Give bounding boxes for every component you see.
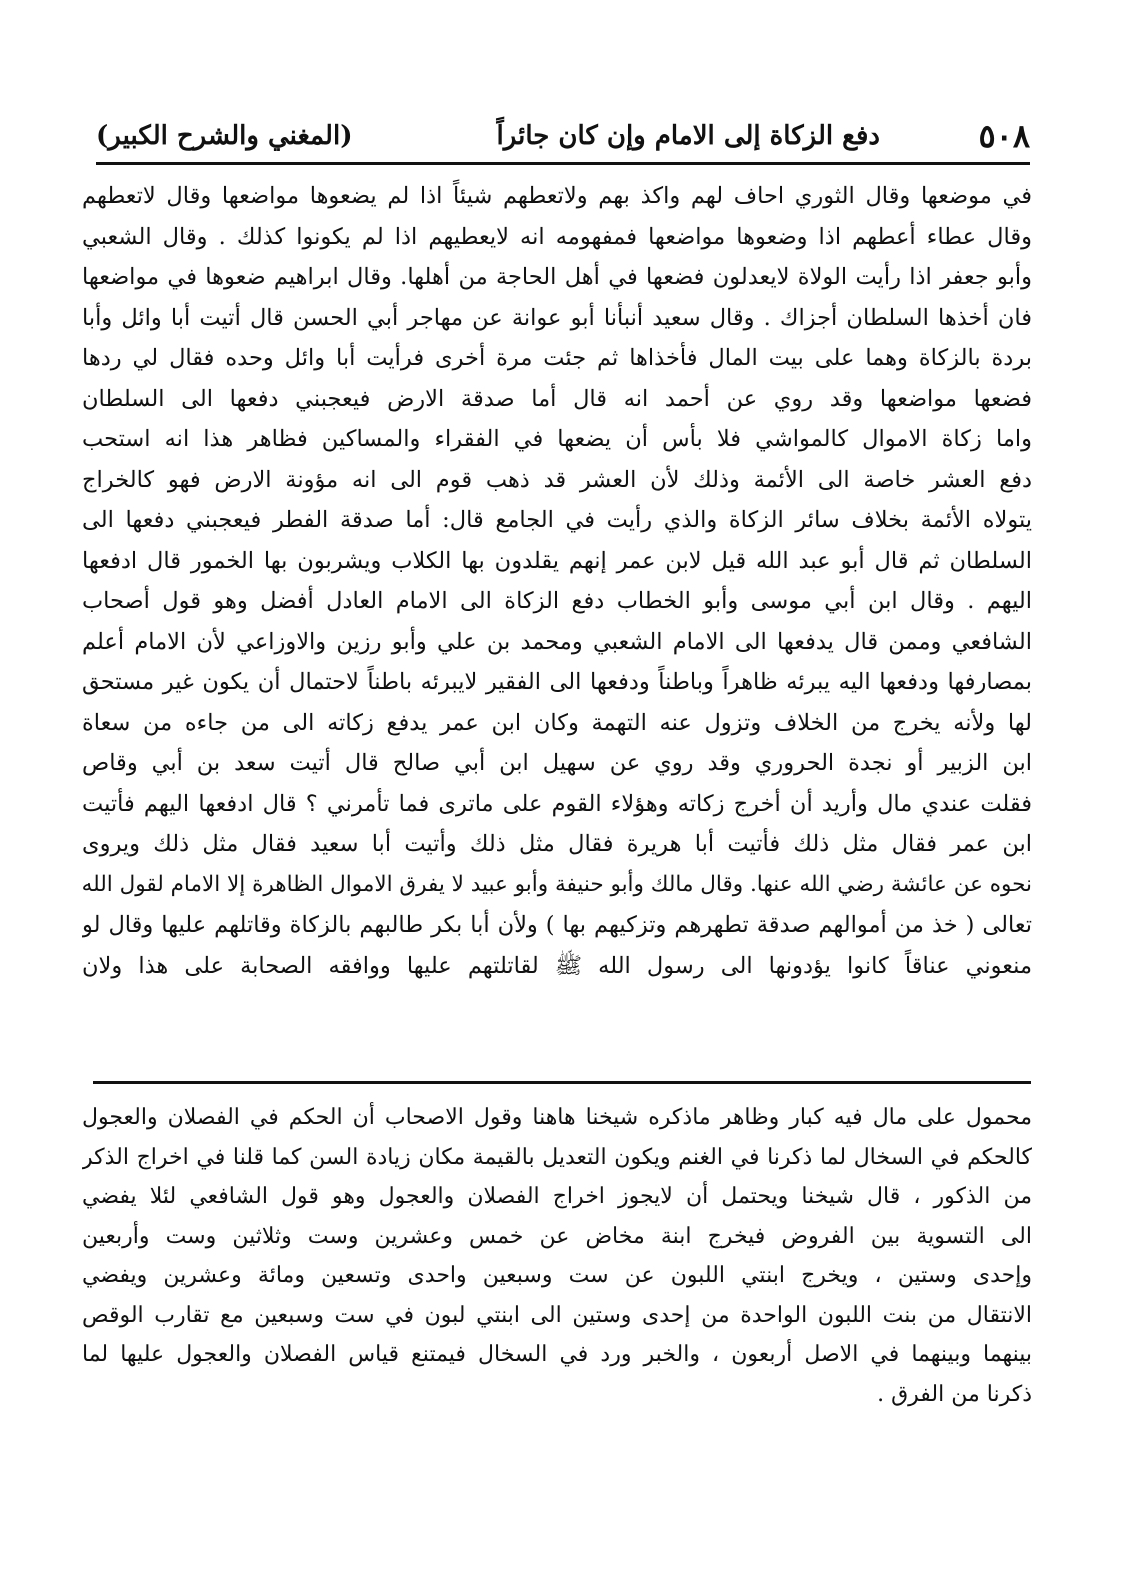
text-line: نحوه عن عائشة رضي الله عنها. وقال مالك وأبو حنيفة وأبو عبيد لا يفرق الاموال الظاهرة إلا الامام لقول الله — [82, 871, 1032, 897]
footnote-line: ذكرنا من الفرق . — [877, 1381, 1032, 1407]
running-title: دفع الزكاة إلى الامام وإن كان جائراً — [496, 121, 880, 151]
main-text — [82, 176, 1032, 986]
text-line: لها ولأنه يخرج من الخلاف وتزول عنه التهمة وكان ابن عمر يدفع زكاته الى من جاءه من سعاة — [82, 709, 1032, 736]
text-line: فضعها مواضعها وقد روي عن أحمد انه قال أما صدقة الارض فيعجبني دفعها الى السلطان — [82, 385, 1032, 412]
text-line: ابن عمر فقال مثل ذلك فأتيت أبا هريرة فقال مثل ذلك وأتيت أبا سعيد فقال مثل ذلك ويروى — [82, 831, 1032, 857]
footnote-line: وإحدى وستين ، ويخرج ابنتي اللبون عن ست وسبعين واحدى وتسعين ومائة وعشرين ويفضي — [82, 1263, 1032, 1288]
footnote-line: الى التسوية بين الفروض فيخرج ابنة مخاض عن خمس وعشرين وست وثلاثين وست وأربعين — [82, 1223, 1032, 1249]
footnote-line: من الذكور ، قال شيخنا ويحتمل أن لايجوز اخراج الفصلان والعجول وهو قول الشافعي لئلا يفضي — [82, 1184, 1032, 1209]
text-line: فان أخذها السلطان أجزاك . وقال سعيد أنبأنا أبو عوانة عن مهاجر أبي الحسن قال أتيت أبا وائل وأبا — [82, 304, 1032, 331]
page-header — [96, 112, 1030, 160]
text-line: تعالى ( خذ من أموالهم صدقة تطهرهم وتزكيهم بها ) ولأن أبا بكر طالبهم بالزكاة وقاتلهم عليها وقال لو — [82, 912, 1032, 938]
text-line: الشافعي وممن قال يدفعها الى الامام الشعبي ومحمد بن علي وأبو رزين والاوزاعي لأن الامام أعلم — [82, 628, 1032, 655]
text-line: السلطان ثم قال أبو عبد الله قيل لابن عمر إنهم يقلدون بها الكلاب ويشربون بها الخمور قال ادفعها — [82, 547, 1032, 574]
text-line: فقلت عندي مال وأريد أن أخرج زكاته وهؤلاء القوم على ماترى فما تأمرني ؟ قال ادفعها اليهم فأتيت — [82, 790, 1032, 817]
text-line: وأبو جعفر اذا رأيت الولاة لايعدلون فضعها في أهل الحاجة من أهلها. وقال ابراهيم ضعوها في مواضعها — [82, 264, 1032, 290]
page-number: ٥٠٨ — [978, 117, 1030, 155]
header-rule — [96, 162, 1030, 165]
footnote-separator — [93, 1081, 1031, 1084]
text-line: منعوني عناقاً كانوا يؤدونها الى رسول الله ﷺ لقاتلتهم عليها ووافقه الصحابة على هذا ولان — [82, 952, 1032, 979]
book-title: (المغني والشرح الكبير) — [96, 121, 353, 151]
text-line: دفع العشر خاصة الى الأئمة وذلك لأن العشر قد ذهب قوم الى انه مؤونة الارض فهو كالخراج — [82, 466, 1032, 493]
text-line: وقال عطاء أعطهم اذا وضعوها مواضعها فمفهومه انه لايعطيهم اذا لم يكونوا كذلك . وقال الشعبي — [82, 223, 1032, 250]
footnote-text — [82, 1098, 1032, 1414]
footnote-line: الانتقال من بنت اللبون الواحدة من إحدى وستين الى ابنتي لبون في ست وسبعين مع تقارب الوقص — [82, 1302, 1032, 1328]
text-line: ابن الزبير أو نجدة الحروري وقد روي عن سهيل ابن أبي صالح قال أتيت سعد بن أبي وقاص — [82, 750, 1032, 776]
footnote-line: كالحكم في السخال لما ذكرنا في الغنم ويكون التعديل بالقيمة مكان زيادة السن كما قلنا في اخراج الذكر — [82, 1144, 1032, 1170]
text-line: في موضعها وقال الثوري احاف لهم واكذ بهم ولاتعطهم شيئاً اذا لم يضعوها مواضعها وقال لاتعطهم — [82, 183, 1032, 209]
text-line: اليهم . وقال ابن أبي موسى وأبو الخطاب دفع الزكاة الى الامام العادل أفضل وهو قول أصحاب — [82, 588, 1032, 614]
footnote-line: بينهما وبينهما في الاصل أربعون ، والخبر ورد في السخال فيمتنع قياس الفصلان والعجول عليها لما — [82, 1342, 1032, 1367]
text-line: بردة بالزكاة وهما على بيت المال فأخذاها ثم جئت مرة أخرى فرأيت أبا وائل وحده فقال لي ردها — [82, 345, 1032, 371]
footnote-line: محمول على مال فيه كبار وظاهر ماذكره شيخنا هاهنا وقول الاصحاب أن الحكم في الفصلان والعجول — [82, 1105, 1032, 1130]
text-line: واما زكاة الاموال كالمواشي فلا بأس أن يضعها في الفقراء والمساكين فظاهر هذا انه استحب — [82, 426, 1032, 452]
text-line: يتولاه الأئمة بخلاف سائر الزكاة والذي رأيت في الجامع قال: أما صدقة الفطر فيعجبني دفعها الى — [82, 507, 1032, 533]
text-line: بمصارفها ودفعها اليه يبرئه ظاهراً وباطناً ودفعها الى الفقير لايبرئه باطناً لاحتمال أن يكون غير مستحق — [82, 669, 1032, 695]
